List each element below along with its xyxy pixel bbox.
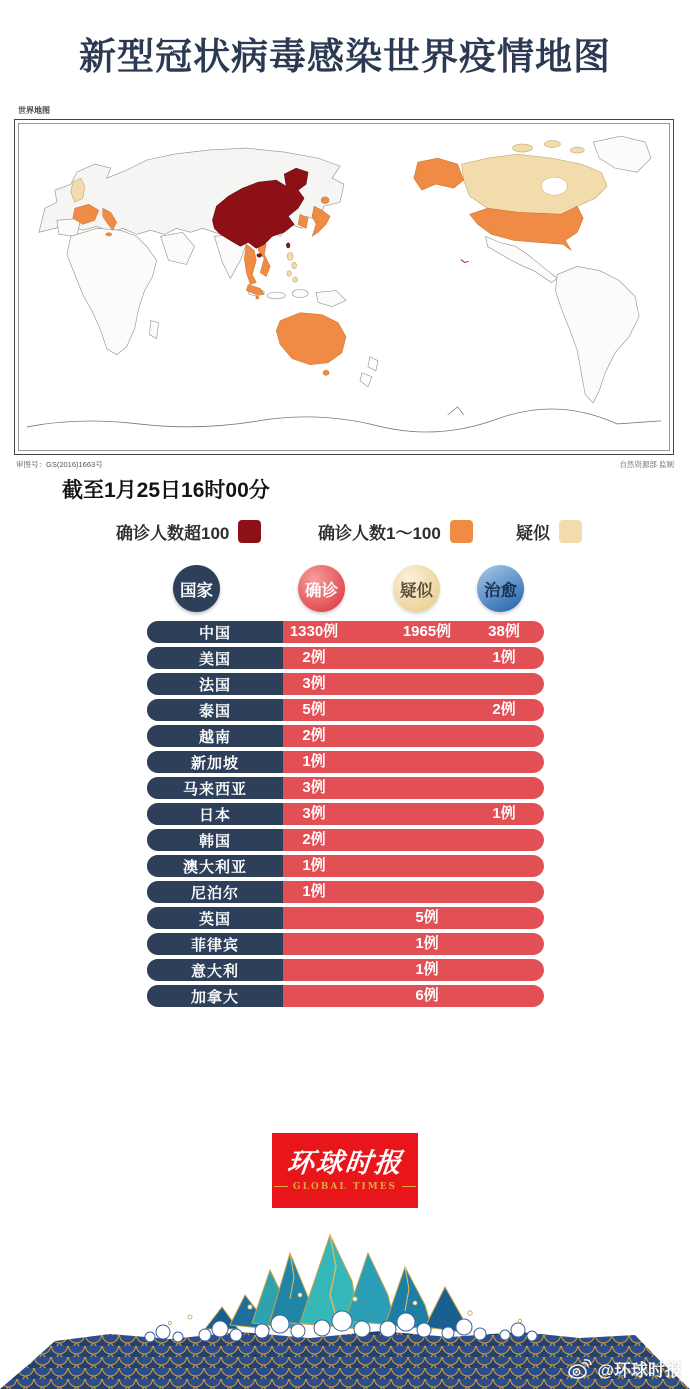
logo-dash-right [402,1186,416,1187]
table-row [147,881,544,903]
table-row [147,959,544,981]
map-producer: 自然资源部 监制 [619,460,674,469]
table-row [147,673,544,695]
case-table-rows [147,621,544,1011]
world-map-svg [19,124,669,450]
table-row [147,647,544,669]
table-row [147,725,544,747]
map-label: 世界地图 [18,106,50,115]
row-country: 泰国 [147,699,283,721]
table-row [147,751,544,773]
page-title: 新型冠状病毒感染世界疫情地图 [79,36,611,77]
row-country: 中国 [147,621,283,643]
table-row [147,621,544,643]
table-row [147,829,544,851]
row-cured-value: 2例 [492,701,516,718]
row-suspected-value: 1例 [415,935,439,952]
column-header-confirmed: 确诊 [298,565,345,612]
row-country: 意大利 [147,959,283,981]
row-suspected-value: 1例 [415,961,439,978]
row-confirmed-value: 2例 [302,831,326,848]
global-times-logo [272,1133,418,1208]
logo-english-name: GLOBAL TIMES [292,1181,398,1192]
row-confirmed-value: 1330例 [289,623,339,640]
watermark-handle: @环球时报 [597,1361,682,1380]
legend-item-1-100 [318,519,473,544]
row-country: 日本 [147,803,283,825]
row-country: 法国 [147,673,283,695]
world-map-frame [14,119,674,455]
weibo-watermark [568,1356,682,1381]
table-row [147,907,544,929]
row-suspected-value: 1965例 [402,623,452,640]
legend-label: 确诊人数1～100 [318,524,441,543]
table-row [147,985,544,1007]
column-header-cured: 治愈 [477,565,524,612]
row-country: 澳大利亚 [147,855,283,877]
table-row [147,777,544,799]
row-country: 加拿大 [147,985,283,1007]
row-cured-value: 38例 [488,623,520,640]
logo-english-row [274,1182,416,1192]
legend-label: 疑似 [516,524,550,543]
legend-item-over-100 [116,519,261,544]
row-country: 韩国 [147,829,283,851]
row-country: 马来西亚 [147,777,283,799]
row-confirmed-value: 1例 [302,857,326,874]
row-confirmed-value: 2例 [302,649,326,666]
logo-dash-left [274,1186,288,1187]
legend-swatch-tan [559,520,582,543]
row-suspected-value: 5例 [415,909,439,926]
legend-swatch-darkred [238,520,261,543]
column-header-country: 国家 [173,565,220,612]
timestamp: 截至1月25日16时00分 [62,479,270,502]
row-confirmed-value: 3例 [302,779,326,796]
legend-label: 确诊人数超100 [116,524,230,543]
row-confirmed-value: 3例 [302,675,326,692]
column-header-suspected: 疑似 [393,565,440,612]
legend-item-suspected [516,519,582,544]
hudson-bay [541,177,567,195]
table-row [147,933,544,955]
row-confirmed-value: 1例 [302,883,326,900]
row-country: 菲律宾 [147,933,283,955]
row-country: 美国 [147,647,283,669]
row-confirmed-value: 5例 [302,701,326,718]
map-approval-number: 审图号：GS(2016)1663号 [16,460,103,469]
table-row [147,855,544,877]
row-suspected-value: 6例 [415,987,439,1004]
world-map [18,123,670,451]
row-country: 新加坡 [147,751,283,773]
row-confirmed-value: 1例 [302,753,326,770]
row-confirmed-value: 3例 [302,805,326,822]
row-cured-value: 1例 [492,805,516,822]
logo-chinese-name: 环球时报 [285,1147,405,1179]
legend-swatch-orange [450,520,473,543]
row-cured-value: 1例 [492,649,516,666]
row-country: 英国 [147,907,283,929]
table-row [147,803,544,825]
weibo-icon [568,1359,592,1379]
row-confirmed-value: 2例 [302,727,326,744]
table-row [147,699,544,721]
row-country: 尼泊尔 [147,881,283,903]
row-country: 越南 [147,725,283,747]
